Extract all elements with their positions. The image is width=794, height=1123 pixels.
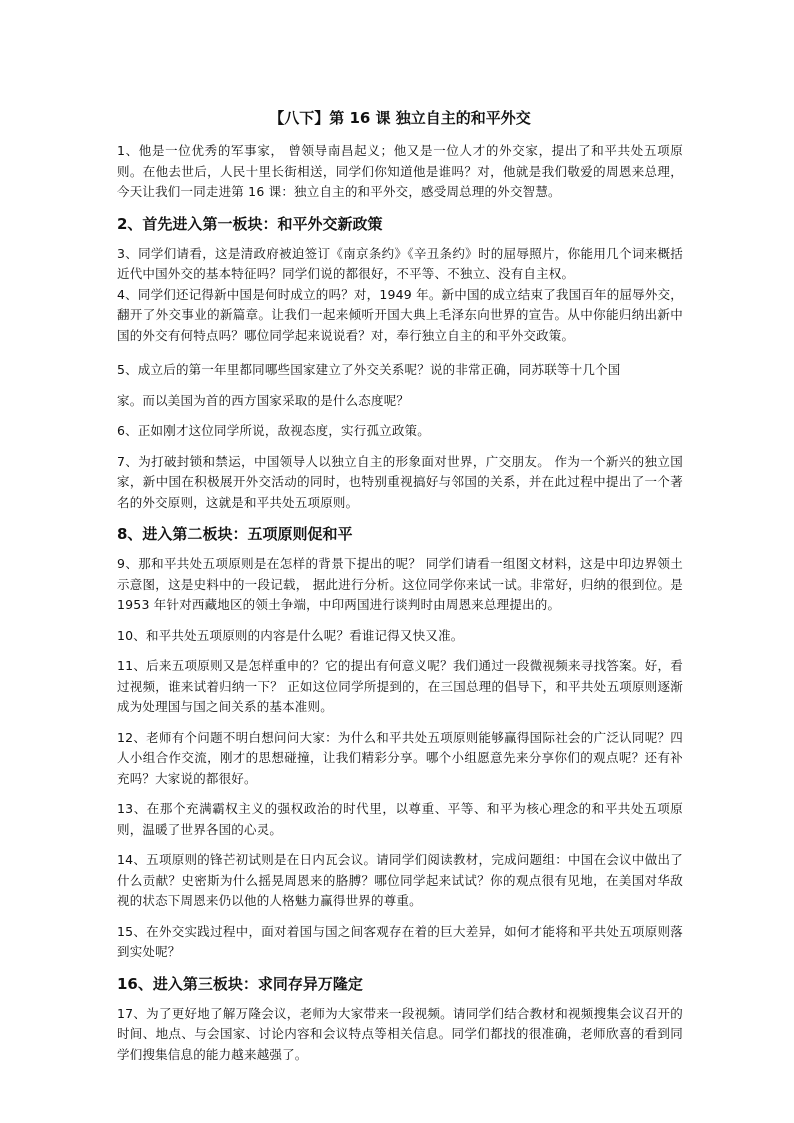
paragraph-9: 9、那和平共处五项原则是在怎样的背景下提出的呢？ 同学们请看一组图文材料，这是中印边界领土示意图，这是史料中的一段记载， 据此进行分析。这位同学你来试一试。非常好，归纳的很到位。是 1953 年针对西藏地区的领土争端，中印两国进行谈判时由周恩来总理提出的。 bbox=[117, 556, 683, 612]
paragraph-1: 1、他是一位优秀的军事家， 曾领导南昌起义；他又是一位人才的外交家，提出了和平共处五项原则。在他去世后，人民十里长街相送，同学们你知道他是谁吗？对，他就是我们敬爱的周恩来总理，今天让我们一同走进第 16 课：独立自主的和平外交，感受周总理的外交智慧。 bbox=[117, 143, 683, 199]
paragraph-3: 3、同学们请看，这是清政府被迫签订《南京条约》《辛丑条约》时的屈辱照片，你能用几个词来概括近代中国外交的基本特征吗？同学们说的都很好，不平等、不独立、没有自主权。 bbox=[117, 245, 683, 281]
document-page bbox=[117, 108, 683, 1075]
paragraph-10: 10、和平共处五项原则的内容是什么呢？看谁记得又快又准。 bbox=[117, 627, 464, 643]
paragraph-15: 15、在外交实践过程中，面对着国与国之间客观存在着的巨大差异，如何才能将和平共处五项原则落到实处呢？ bbox=[117, 923, 683, 959]
paragraph-5b: 家。而以美国为首的西方国家采取的是什么态度呢？ bbox=[117, 392, 410, 408]
paragraph-11: 11、后来五项原则又是怎样重申的？它的提出有何意义呢？我们通过一段微视频来寻找答案。好，看过视频，谁来试着归纳一下？ 正如这位同学所提到的，在三国总理的倡导下，和平共处五项原则逐渐成为处理国与国之间关系的基本准则。 bbox=[117, 658, 683, 714]
paragraph-6: 6、正如刚才这位同学所说，敌视态度，实行孤立政策。 bbox=[117, 423, 430, 438]
paragraph-12: 12、老师有个问题不明白想问问大家：为什么和平共处五项原则能够赢得国际社会的广泛认同呢？四人小组合作交流，刚才的思想碰撞，让我们精彩分享。哪个小组愿意先来分享你们的观点呢？还有补充吗？大家说的都很好。 bbox=[117, 729, 683, 786]
section-heading-3: 16、进入第三板块：求同存异万隆定 bbox=[117, 974, 363, 993]
paragraph-5a: 5、成立后的第一年里都同哪些国家建立了外交关系呢？说的非常正确，同苏联等十几个国 bbox=[117, 362, 621, 377]
section-heading-2: 8、进入第二板块：五项原则促和平 bbox=[117, 525, 353, 543]
section-heading-1: 2、首先进入第一板块：和平外交新政策 bbox=[117, 214, 383, 233]
paragraph-17: 17、为了更好地了解万隆会议，老师为大家带来一段视频。请同学们结合教材和视频搜集会议召开的时间、地点、与会国家、讨论内容和会议特点等相关信息。同学们都找的很准确，老师欣喜的看到同学们搜集信息的能力越来越强了。 bbox=[117, 1005, 683, 1062]
paragraph-13: 13、在那个充满霸权主义的强权政治的时代里，以尊重、平等、和平为核心理念的和平共处五项原则，温暖了世界各国的心灵。 bbox=[117, 801, 683, 837]
lesson-title: 【八下】第 16 课 独立自主的和平外交 bbox=[269, 109, 531, 127]
paragraph-7: 7、为打破封锁和禁运，中国领导人以独立自主的形象面对世界，广交朋友。 作为一个新兴的独立国家，新中国在积极展开外交活动的同时，也特别重视搞好与邻国的关系，并在此过程中提出了一个著名的外交原则，这就是和平共处五项原则。 bbox=[117, 453, 683, 510]
paragraph-4: 4、同学们还记得新中国是何时成立的吗？对，1949 年。新中国的成立结束了我国百年的屈辱外交，翻开了外交事业的新篇章。让我们一起来倾听开国大典上毛泽东向世界的宣告。从中你能归纳出新中国的外交有何特点吗？哪位同学起来说说看？对，奉行独立自主的和平外交政策。 bbox=[117, 286, 683, 343]
paragraph-14: 14、五项原则的锋芒初试则是在日内瓦会议。请同学们阅读教材，完成问题组：中国在会议中做出了什么贡献？史密斯为什么摇晃周恩来的胳膊？哪位同学起来试试？你的观点很有见地，在美国对华敌视的状态下周恩来仍以他的人格魅力赢得世界的尊重。 bbox=[117, 852, 683, 908]
